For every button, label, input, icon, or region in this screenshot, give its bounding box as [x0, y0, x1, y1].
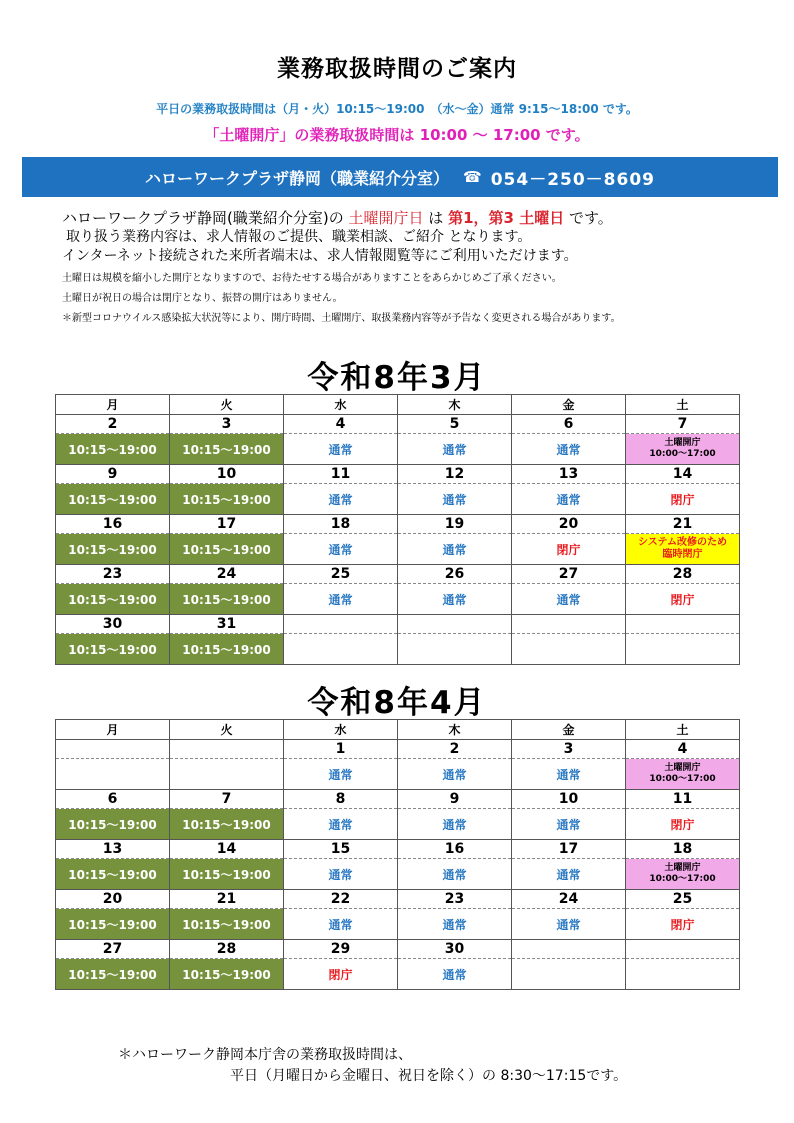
status-cell: 通常: [512, 909, 626, 940]
footer-line-2: 平日（月曜日から金曜日、祝日を除く）の 8:30～17:15です。: [230, 1068, 628, 1084]
status-cell: 通常: [512, 584, 626, 615]
status-cell: [170, 759, 284, 790]
date-cell: 28: [170, 940, 284, 959]
status-cell: 通常: [398, 859, 512, 890]
date-cell: 29: [284, 940, 398, 959]
month-title-april: 令和8年4月: [307, 685, 487, 721]
status-text-line: 土曜開庁: [664, 863, 701, 873]
date-cell: 2: [398, 740, 512, 759]
status-cell: 10:15～19:00: [56, 859, 170, 890]
status-row: [56, 809, 740, 840]
date-cell: 18: [284, 515, 398, 534]
status-cell: [626, 959, 740, 990]
date-cell: 8: [284, 790, 398, 809]
date-cell: 31: [170, 615, 284, 634]
weekday-header: 月: [56, 395, 170, 415]
status-cell: 通常: [512, 759, 626, 790]
status-row: [56, 859, 740, 890]
date-cell: 25: [626, 890, 740, 909]
status-cell: 10:15～19:00: [56, 959, 170, 990]
note-2: 土曜日が祝日の場合は閉庁となり、振替の開庁はありません。: [62, 293, 343, 304]
info-block: [62, 208, 782, 329]
status-cell: 10:15～19:00: [170, 434, 284, 465]
weekday-header: 水: [284, 720, 398, 740]
weekday-header: 金: [512, 720, 626, 740]
status-cell: 10:15～19:00: [170, 534, 284, 565]
status-cell: 10:15～19:00: [170, 959, 284, 990]
status-cell: [512, 959, 626, 990]
date-row: [56, 465, 740, 484]
date-cell: 16: [398, 840, 512, 859]
date-cell: 20: [56, 890, 170, 909]
status-cell: [56, 759, 170, 790]
status-cell: 通常: [398, 484, 512, 515]
date-row: [56, 415, 740, 434]
date-cell: 22: [284, 890, 398, 909]
status-cell: 通常: [284, 759, 398, 790]
status-text-line: 土曜開庁: [664, 438, 701, 448]
status-cell: 10:15～19:00: [56, 484, 170, 515]
status-cell: 通常: [398, 534, 512, 565]
date-cell: 4: [284, 415, 398, 434]
date-row: [56, 940, 740, 959]
status-cell: 閉庁: [512, 534, 626, 565]
status-text-line: 土曜開庁: [664, 763, 701, 773]
date-cell: 10: [512, 790, 626, 809]
date-cell: 7: [170, 790, 284, 809]
status-cell: 通常: [398, 959, 512, 990]
note-1: 土曜日は規模を縮小した開庁となりますので、お待たせする場合がありますことをあらかじめご了承ください。: [62, 273, 562, 284]
info-line-1e: です。: [568, 209, 613, 227]
date-cell: 26: [398, 565, 512, 584]
date-cell: 7: [626, 415, 740, 434]
weekday-header: 火: [170, 720, 284, 740]
status-cell: 10:15～19:00: [56, 634, 170, 665]
date-cell: 20: [512, 515, 626, 534]
status-cell: [626, 434, 740, 465]
date-cell: 12: [398, 465, 512, 484]
weekday-header: 火: [170, 395, 284, 415]
status-cell: 通常: [512, 809, 626, 840]
status-cell: 通常: [398, 909, 512, 940]
date-cell: [512, 615, 626, 634]
date-cell: [170, 740, 284, 759]
date-cell: 27: [512, 565, 626, 584]
status-row: [56, 434, 740, 465]
status-cell: 10:15～19:00: [56, 434, 170, 465]
date-row: [56, 615, 740, 634]
date-row: [56, 565, 740, 584]
date-cell: 11: [626, 790, 740, 809]
info-line-1a: ハローワークプラザ静岡(職業紹介分室)の: [62, 209, 344, 227]
info-saturday-open-day: 土曜開庁日: [348, 209, 424, 227]
date-cell: 1: [284, 740, 398, 759]
status-cell: 通常: [284, 584, 398, 615]
date-cell: 30: [56, 615, 170, 634]
office-banner: [22, 157, 778, 197]
date-cell: 9: [56, 465, 170, 484]
weekday-header-row: [56, 720, 740, 740]
date-cell: 10: [170, 465, 284, 484]
date-cell: 5: [398, 415, 512, 434]
footer-line-1: ＊ハローワーク静岡本庁舎の業務取扱時間は、: [118, 1047, 412, 1063]
date-cell: 13: [512, 465, 626, 484]
status-cell: 10:15～19:00: [56, 534, 170, 565]
date-cell: 2: [56, 415, 170, 434]
office-name: ハローワークプラザ静岡（職業紹介分室）: [145, 168, 450, 188]
status-cell: 10:15～19:00: [170, 584, 284, 615]
status-row: [56, 534, 740, 565]
date-cell: 14: [626, 465, 740, 484]
status-text-line: システム改修のため: [638, 537, 727, 548]
status-row: [56, 759, 740, 790]
status-cell: 閉庁: [626, 484, 740, 515]
month-title-march: 令和8年3月: [307, 360, 487, 396]
status-row: [56, 584, 740, 615]
status-row: [56, 959, 740, 990]
date-cell: 3: [512, 740, 626, 759]
date-cell: 6: [56, 790, 170, 809]
phone-number: 054－250－8609: [490, 169, 655, 190]
date-cell: 17: [512, 840, 626, 859]
info-line-1: [62, 208, 782, 228]
phone-block: [463, 165, 655, 190]
date-cell: 6: [512, 415, 626, 434]
date-cell: 16: [56, 515, 170, 534]
date-cell: 13: [56, 840, 170, 859]
status-cell: 通常: [398, 434, 512, 465]
status-cell: 通常: [284, 809, 398, 840]
info-line-2: 取り扱う業務内容は、求人情報のご提供、職業相談、ご紹介 となります。: [66, 229, 532, 245]
date-cell: [626, 615, 740, 634]
date-cell: 23: [56, 565, 170, 584]
status-cell: 10:15～19:00: [170, 484, 284, 515]
status-row: [56, 634, 740, 665]
weekday-hours: 平日の業務取扱時間は（月・火）10:15～19:00 （水～金）通常 9:15～18:00 です。: [156, 102, 638, 116]
status-cell: 10:15～19:00: [170, 809, 284, 840]
status-cell: 通常: [512, 434, 626, 465]
date-cell: 14: [170, 840, 284, 859]
date-row: [56, 740, 740, 759]
status-cell: 閉庁: [626, 584, 740, 615]
status-cell: 通常: [284, 859, 398, 890]
date-cell: [512, 940, 626, 959]
status-cell: [626, 859, 740, 890]
status-cell: 通常: [284, 534, 398, 565]
status-cell: 通常: [284, 434, 398, 465]
status-cell: 10:15～19:00: [56, 584, 170, 615]
calendar-march: [55, 394, 740, 665]
status-cell: 閉庁: [626, 809, 740, 840]
date-cell: 17: [170, 515, 284, 534]
status-cell: 通常: [398, 584, 512, 615]
status-cell: 通常: [398, 809, 512, 840]
weekday-header: 月: [56, 720, 170, 740]
status-cell: 通常: [512, 859, 626, 890]
status-cell: [512, 634, 626, 665]
date-cell: 18: [626, 840, 740, 859]
date-cell: 11: [284, 465, 398, 484]
status-cell: 10:15～19:00: [170, 859, 284, 890]
status-row: [56, 909, 740, 940]
status-cell: 10:15～19:00: [56, 809, 170, 840]
status-cell: 10:15～19:00: [170, 634, 284, 665]
status-cell: 10:15～19:00: [56, 909, 170, 940]
calendar-april: [55, 719, 740, 990]
date-cell: 24: [512, 890, 626, 909]
status-text-line: 10:00～17:00: [649, 449, 716, 459]
status-cell: 閉庁: [284, 959, 398, 990]
status-text-line: 10:00～17:00: [649, 774, 716, 784]
date-cell: 27: [56, 940, 170, 959]
status-cell: 通常: [512, 484, 626, 515]
status-text-line: 臨時閉庁: [662, 549, 703, 560]
date-cell: 28: [626, 565, 740, 584]
date-row: [56, 515, 740, 534]
date-cell: 25: [284, 565, 398, 584]
weekday-header: 木: [398, 395, 512, 415]
date-cell: [56, 740, 170, 759]
weekday-header-row: [56, 395, 740, 415]
date-cell: [398, 615, 512, 634]
status-cell: [626, 634, 740, 665]
status-cell: 通常: [284, 484, 398, 515]
phone-icon: ☎: [463, 168, 483, 186]
date-cell: 3: [170, 415, 284, 434]
date-row: [56, 890, 740, 909]
weekday-header: 木: [398, 720, 512, 740]
note-3: ＊新型コロナウイルス感染拡大状況等により、開庁時間、土曜開庁、取扱業務内容等が予告なく変更される場合があります。: [62, 313, 621, 324]
date-cell: 4: [626, 740, 740, 759]
info-line-1c: は: [428, 209, 444, 227]
weekday-header: 金: [512, 395, 626, 415]
date-cell: [284, 615, 398, 634]
page-title: 業務取扱時間のご案内: [277, 56, 517, 82]
date-row: [56, 840, 740, 859]
date-cell: [626, 940, 740, 959]
date-cell: 19: [398, 515, 512, 534]
footer-note: [118, 1045, 627, 1087]
saturday-hours: 「土曜開庁」の業務取扱時間は 10:00 ～ 17:00 です。: [204, 126, 590, 144]
status-cell: [398, 634, 512, 665]
status-cell: 10:15～19:00: [170, 909, 284, 940]
date-cell: 23: [398, 890, 512, 909]
date-cell: 9: [398, 790, 512, 809]
date-cell: 21: [626, 515, 740, 534]
status-cell: [626, 759, 740, 790]
weekday-header: 土: [626, 720, 740, 740]
status-cell: [284, 634, 398, 665]
date-cell: 24: [170, 565, 284, 584]
status-cell: [626, 534, 740, 565]
date-cell: 30: [398, 940, 512, 959]
status-cell: 閉庁: [626, 909, 740, 940]
date-cell: 15: [284, 840, 398, 859]
status-cell: 通常: [398, 759, 512, 790]
date-row: [56, 790, 740, 809]
status-row: [56, 484, 740, 515]
weekday-header: 水: [284, 395, 398, 415]
status-cell: 通常: [284, 909, 398, 940]
date-cell: 21: [170, 890, 284, 909]
info-saturday-weeks: 第1，第3 土曜日: [448, 209, 565, 227]
info-line-3: インターネット接続された来所者端末は、求人情報閲覧等にご利用いただけます。: [62, 248, 578, 264]
status-text-line: 10:00～17:00: [649, 874, 716, 884]
weekday-header: 土: [626, 395, 740, 415]
